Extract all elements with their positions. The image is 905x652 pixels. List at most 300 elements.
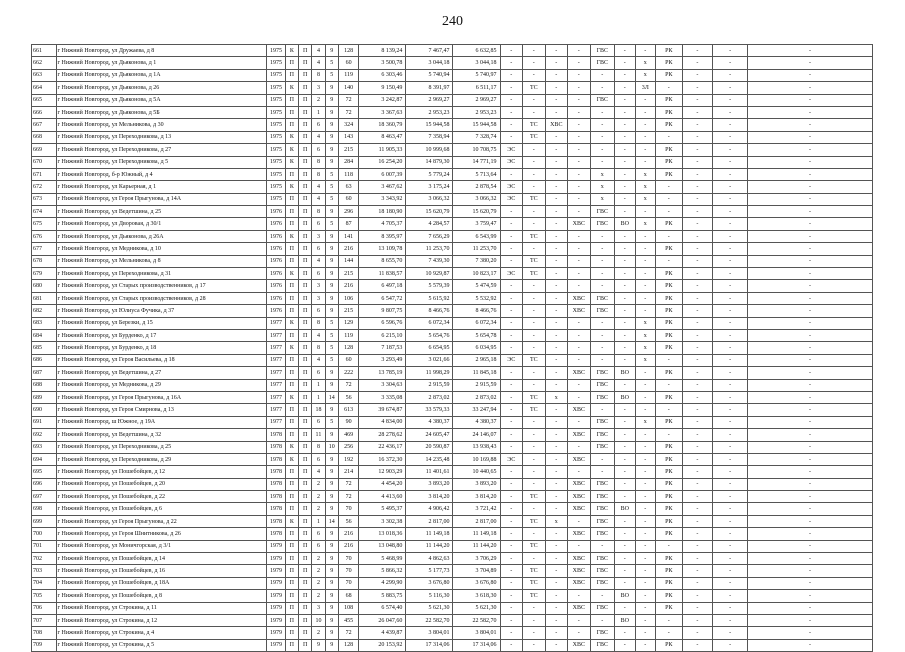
table-row xyxy=(32,168,873,180)
cold-water-cell: ХВС xyxy=(568,367,591,379)
table-row xyxy=(32,94,873,106)
type-cell: П xyxy=(285,255,298,267)
remark-cell: - xyxy=(748,168,873,180)
remark-cell: - xyxy=(748,577,873,589)
remark-cell: - xyxy=(748,218,873,230)
cell-x: - xyxy=(545,553,568,565)
remark-cell: - xyxy=(748,590,873,602)
floors-cell: 6 xyxy=(312,453,325,465)
wall-cell: П xyxy=(299,329,312,341)
cold-water-cell: ХВС xyxy=(568,404,591,416)
living-area-cell: 11 998,29 xyxy=(406,367,453,379)
address-cell: г Нижний Новгород, ул Героя Прыгунова, д 22 xyxy=(56,515,267,527)
roof-cell: РК xyxy=(655,565,682,577)
floors-cell: 2 xyxy=(312,491,325,503)
facade-cell: - xyxy=(682,57,713,69)
type-cell: П xyxy=(285,503,298,515)
basement-cell: - xyxy=(713,367,748,379)
floors-cell: 4 xyxy=(312,193,325,205)
drainage-cell: ВО xyxy=(615,391,635,403)
entrances-cell: 9 xyxy=(325,106,338,118)
cell-x: х xyxy=(545,391,568,403)
row-number-cell: 695 xyxy=(32,466,57,478)
total-area-cell: 16 254,20 xyxy=(359,156,406,168)
address-cell: г Нижний Новгород, ул Дьяконова, д 5А xyxy=(56,94,267,106)
basement-cell: - xyxy=(713,478,748,490)
total-area-cell: 3 302,38 xyxy=(359,515,406,527)
cell-x: - xyxy=(545,156,568,168)
facade-cell: - xyxy=(682,627,713,639)
cell-x: - xyxy=(545,317,568,329)
cell-x: - xyxy=(545,367,568,379)
roof-cell: РК xyxy=(655,453,682,465)
living-area-cell: 5 116,30 xyxy=(406,590,453,602)
floors-cell: 3 xyxy=(312,602,325,614)
type-cell: П xyxy=(285,106,298,118)
living-area-cell: 3 021,66 xyxy=(406,354,453,366)
basement-cell: - xyxy=(713,379,748,391)
remark-cell: - xyxy=(748,503,873,515)
hot-water-cell: ГВС xyxy=(590,57,615,69)
electric-cell: - xyxy=(500,466,523,478)
type-cell: П xyxy=(285,639,298,651)
drainage-cell: - xyxy=(615,515,635,527)
year-cell: 1978 xyxy=(267,453,285,465)
type-cell: П xyxy=(285,305,298,317)
row-number-cell: 665 xyxy=(32,94,57,106)
remark-cell: - xyxy=(748,627,873,639)
apartments-cell: 128 xyxy=(338,639,358,651)
floors-cell: 2 xyxy=(312,627,325,639)
row-number-cell: 682 xyxy=(32,305,57,317)
drainage-cell: - xyxy=(615,156,635,168)
apartments-cell: 192 xyxy=(338,453,358,465)
table-row xyxy=(32,367,873,379)
lift-cell: х xyxy=(635,416,655,428)
cold-water-cell: - xyxy=(568,416,591,428)
entrances-cell: 10 xyxy=(325,441,338,453)
lift-cell: - xyxy=(635,515,655,527)
total-area-cell: 6 303,46 xyxy=(359,69,406,81)
drainage-cell: - xyxy=(615,441,635,453)
row-number-cell: 689 xyxy=(32,391,57,403)
basement-cell: - xyxy=(713,577,748,589)
wall-cell: П xyxy=(299,590,312,602)
year-cell: 1976 xyxy=(267,255,285,267)
cell-x: - xyxy=(545,131,568,143)
apartments-cell: 119 xyxy=(338,69,358,81)
private-area-cell: 6 511,17 xyxy=(453,82,500,94)
electric-cell: - xyxy=(500,305,523,317)
cell-x: - xyxy=(545,466,568,478)
total-area-cell: 11 838,57 xyxy=(359,268,406,280)
year-cell: 1977 xyxy=(267,367,285,379)
wall-cell: П xyxy=(299,540,312,552)
cell-x: - xyxy=(545,342,568,354)
row-number-cell: 690 xyxy=(32,404,57,416)
table-row xyxy=(32,416,873,428)
cell-x: - xyxy=(545,354,568,366)
facade-cell: - xyxy=(682,354,713,366)
address-cell: г Нижний Новгород, ул Медникова, д 10 xyxy=(56,243,267,255)
electric-cell: - xyxy=(500,94,523,106)
electric-cell: - xyxy=(500,627,523,639)
electric-cell: - xyxy=(500,131,523,143)
heating-cell: - xyxy=(523,614,546,626)
table-row xyxy=(32,218,873,230)
entrances-cell: 9 xyxy=(325,367,338,379)
heating-cell: - xyxy=(523,416,546,428)
electric-cell: - xyxy=(500,565,523,577)
hot-water-cell: - xyxy=(590,354,615,366)
entrances-cell: 9 xyxy=(325,280,338,292)
year-cell: 1975 xyxy=(267,181,285,193)
remark-cell: - xyxy=(748,342,873,354)
roof-cell: РК xyxy=(655,478,682,490)
address-cell: г Нижний Новгород, ул Пошебойцев, д 16 xyxy=(56,565,267,577)
table-row xyxy=(32,317,873,329)
floors-cell: 6 xyxy=(312,416,325,428)
apartments-cell: 222 xyxy=(338,367,358,379)
living-area-cell: 5 740,94 xyxy=(406,69,453,81)
remark-cell: - xyxy=(748,230,873,242)
floors-cell: 6 xyxy=(312,218,325,230)
electric-cell: - xyxy=(500,119,523,131)
living-area-cell: 11 401,61 xyxy=(406,466,453,478)
cold-water-cell: - xyxy=(568,156,591,168)
private-area-cell: 6 543,99 xyxy=(453,230,500,242)
year-cell: 1979 xyxy=(267,602,285,614)
type-cell: П xyxy=(285,491,298,503)
row-number-cell: 698 xyxy=(32,503,57,515)
year-cell: 1978 xyxy=(267,503,285,515)
row-number-cell: 666 xyxy=(32,106,57,118)
address-cell: г Нижний Новгород, ул Мельникова, д 30 xyxy=(56,119,267,131)
heating-cell: - xyxy=(523,528,546,540)
cold-water-cell: ХВС xyxy=(568,528,591,540)
roof-cell: - xyxy=(655,230,682,242)
cell-x: - xyxy=(545,45,568,57)
lift-cell: - xyxy=(635,627,655,639)
apartments-cell: 60 xyxy=(338,354,358,366)
apartments-cell: 324 xyxy=(338,119,358,131)
hot-water-cell: ГВС xyxy=(590,292,615,304)
remark-cell: - xyxy=(748,515,873,527)
address-cell: г Нижний Новгород, ул Героя Васильева, д 18 xyxy=(56,354,267,366)
apartments-cell: 108 xyxy=(338,602,358,614)
wall-cell: П xyxy=(299,243,312,255)
drainage-cell: - xyxy=(615,429,635,441)
address-cell: г Нижний Новгород, ул Дьяконова, д 26А xyxy=(56,230,267,242)
private-area-cell: 2 965,18 xyxy=(453,354,500,366)
type-cell: П xyxy=(285,602,298,614)
entrances-cell: 9 xyxy=(325,131,338,143)
year-cell: 1977 xyxy=(267,391,285,403)
row-number-cell: 678 xyxy=(32,255,57,267)
basement-cell: - xyxy=(713,181,748,193)
electric-cell: ЭС xyxy=(500,156,523,168)
living-area-cell: 3 066,32 xyxy=(406,193,453,205)
year-cell: 1979 xyxy=(267,565,285,577)
living-area-cell: 33 579,33 xyxy=(406,404,453,416)
row-number-cell: 696 xyxy=(32,478,57,490)
address-cell: г Нижний Новгород, ул Героя Прыгунова, д 16А xyxy=(56,391,267,403)
roof-cell: РК xyxy=(655,243,682,255)
private-area-cell: 3 044,18 xyxy=(453,57,500,69)
lift-cell: х xyxy=(635,218,655,230)
drainage-cell: - xyxy=(615,379,635,391)
wall-cell: П xyxy=(299,144,312,156)
private-area-cell: 2 915,59 xyxy=(453,379,500,391)
living-area-cell: 11 253,70 xyxy=(406,243,453,255)
hot-water-cell: - xyxy=(590,82,615,94)
facade-cell: - xyxy=(682,329,713,341)
wall-cell: П xyxy=(299,639,312,651)
row-number-cell: 662 xyxy=(32,57,57,69)
living-area-cell: 5 621,30 xyxy=(406,602,453,614)
cold-water-cell: - xyxy=(568,193,591,205)
floors-cell: 9 xyxy=(312,639,325,651)
row-number-cell: 668 xyxy=(32,131,57,143)
table-row xyxy=(32,515,873,527)
remark-cell: - xyxy=(748,441,873,453)
facade-cell: - xyxy=(682,305,713,317)
table-row xyxy=(32,453,873,465)
basement-cell: - xyxy=(713,94,748,106)
electric-cell: ЭС xyxy=(500,453,523,465)
cold-water-cell: - xyxy=(568,627,591,639)
living-area-cell: 4 284,57 xyxy=(406,218,453,230)
hot-water-cell: х xyxy=(590,168,615,180)
living-area-cell: 2 817,00 xyxy=(406,515,453,527)
total-area-cell: 8 395,97 xyxy=(359,230,406,242)
heating-cell: - xyxy=(523,305,546,317)
year-cell: 1977 xyxy=(267,342,285,354)
cell-x: - xyxy=(545,82,568,94)
address-cell: г Нижний Новгород, ул Ведетшина, д 25 xyxy=(56,206,267,218)
drainage-cell: - xyxy=(615,193,635,205)
floors-cell: 8 xyxy=(312,441,325,453)
facade-cell: - xyxy=(682,292,713,304)
lift-cell: - xyxy=(635,391,655,403)
year-cell: 1976 xyxy=(267,305,285,317)
apartments-cell: 63 xyxy=(338,181,358,193)
facade-cell: - xyxy=(682,466,713,478)
private-area-cell: 11 845,18 xyxy=(453,367,500,379)
address-cell: г Нижний Новгород, ул Ведетшина, д 32 xyxy=(56,429,267,441)
lift-cell: - xyxy=(635,590,655,602)
roof-cell: - xyxy=(655,131,682,143)
roof-cell: РК xyxy=(655,144,682,156)
basement-cell: - xyxy=(713,317,748,329)
table-row xyxy=(32,391,873,403)
roof-cell: РК xyxy=(655,491,682,503)
living-area-cell: 6 654,95 xyxy=(406,342,453,354)
entrances-cell: 9 xyxy=(325,119,338,131)
total-area-cell: 12 903,29 xyxy=(359,466,406,478)
floors-cell: 2 xyxy=(312,503,325,515)
hot-water-cell: ГВС xyxy=(590,379,615,391)
entrances-cell: 9 xyxy=(325,590,338,602)
heating-cell: ТС xyxy=(523,540,546,552)
basement-cell: - xyxy=(713,627,748,639)
hot-water-cell: - xyxy=(590,590,615,602)
row-number-cell: 687 xyxy=(32,367,57,379)
cell-x: х xyxy=(545,515,568,527)
address-cell: г Нижний Новгород, ул Героя Прыгунова, д 14А xyxy=(56,193,267,205)
cell-x: - xyxy=(545,181,568,193)
facade-cell: - xyxy=(682,416,713,428)
floors-cell: 4 xyxy=(312,329,325,341)
cold-water-cell: - xyxy=(568,131,591,143)
type-cell: П xyxy=(285,354,298,366)
wall-cell: П xyxy=(299,119,312,131)
facade-cell: - xyxy=(682,45,713,57)
entrances-cell: 9 xyxy=(325,144,338,156)
address-cell: г Нижний Новгород, ул Дьяконова, д 1 xyxy=(56,57,267,69)
remark-cell: - xyxy=(748,391,873,403)
heating-cell: - xyxy=(523,181,546,193)
remark-cell: - xyxy=(748,94,873,106)
year-cell: 1978 xyxy=(267,491,285,503)
lift-cell: - xyxy=(635,119,655,131)
roof-cell: РК xyxy=(655,329,682,341)
private-area-cell: 3 066,32 xyxy=(453,193,500,205)
remark-cell: - xyxy=(748,404,873,416)
drainage-cell: - xyxy=(615,243,635,255)
basement-cell: - xyxy=(713,404,748,416)
facade-cell: - xyxy=(682,540,713,552)
address-cell: г Нижний Новгород, ул Переходникова, д 31 xyxy=(56,268,267,280)
drainage-cell: - xyxy=(615,131,635,143)
type-cell: К xyxy=(285,441,298,453)
private-area-cell: 2 969,27 xyxy=(453,94,500,106)
lift-cell: - xyxy=(635,540,655,552)
lift-cell: - xyxy=(635,144,655,156)
roof-cell: РК xyxy=(655,416,682,428)
heating-cell: - xyxy=(523,317,546,329)
hot-water-cell: ГВС xyxy=(590,528,615,540)
total-area-cell: 3 304,63 xyxy=(359,379,406,391)
remark-cell: - xyxy=(748,57,873,69)
basement-cell: - xyxy=(713,45,748,57)
row-number-cell: 679 xyxy=(32,268,57,280)
apartments-cell: 284 xyxy=(338,156,358,168)
table-row xyxy=(32,478,873,490)
living-area-cell: 11 144,20 xyxy=(406,540,453,552)
private-area-cell: 6 632,85 xyxy=(453,45,500,57)
year-cell: 1975 xyxy=(267,82,285,94)
cell-x: - xyxy=(545,268,568,280)
entrances-cell: 5 xyxy=(325,342,338,354)
drainage-cell: - xyxy=(615,540,635,552)
living-area-cell: 3 814,20 xyxy=(406,491,453,503)
wall-cell: П xyxy=(299,255,312,267)
drainage-cell: - xyxy=(615,528,635,540)
drainage-cell: - xyxy=(615,317,635,329)
total-area-cell: 4 413,60 xyxy=(359,491,406,503)
address-cell: г Нижний Новгород, ул Строкина, д 5 xyxy=(56,639,267,651)
table-row xyxy=(32,565,873,577)
facade-cell: - xyxy=(682,577,713,589)
living-area-cell: 7 656,29 xyxy=(406,230,453,242)
housing-register-table xyxy=(31,44,873,652)
roof-cell: РК xyxy=(655,342,682,354)
address-cell: г Нижний Новгород, ул Строкина, д 11 xyxy=(56,602,267,614)
entrances-cell: 9 xyxy=(325,379,338,391)
type-cell: П xyxy=(285,206,298,218)
facade-cell: - xyxy=(682,503,713,515)
wall-cell: П xyxy=(299,206,312,218)
wall-cell: П xyxy=(299,379,312,391)
address-cell: г Нижний Новгород, ул Моничгорская, д 3/1 xyxy=(56,540,267,552)
floors-cell: 4 xyxy=(312,466,325,478)
facade-cell: - xyxy=(682,144,713,156)
heating-cell: ТС xyxy=(523,268,546,280)
facade-cell: - xyxy=(682,243,713,255)
apartments-cell: 128 xyxy=(338,45,358,57)
total-area-cell: 3 335,08 xyxy=(359,391,406,403)
roof-cell: - xyxy=(655,627,682,639)
roof-cell: - xyxy=(655,354,682,366)
private-area-cell: 11 149,18 xyxy=(453,528,500,540)
cell-x: - xyxy=(545,627,568,639)
hot-water-cell: - xyxy=(590,329,615,341)
row-number-cell: 674 xyxy=(32,206,57,218)
entrances-cell: 5 xyxy=(325,69,338,81)
total-area-cell: 13 109,78 xyxy=(359,243,406,255)
facade-cell: - xyxy=(682,206,713,218)
private-area-cell: 5 654,78 xyxy=(453,329,500,341)
year-cell: 1977 xyxy=(267,379,285,391)
private-area-cell: 4 380,37 xyxy=(453,416,500,428)
wall-cell: П xyxy=(299,528,312,540)
floors-cell: 6 xyxy=(312,540,325,552)
floors-cell: 2 xyxy=(312,590,325,602)
living-area-cell: 4 380,37 xyxy=(406,416,453,428)
apartments-cell: 296 xyxy=(338,206,358,218)
hot-water-cell: ГВС xyxy=(590,565,615,577)
table-row xyxy=(32,69,873,81)
apartments-cell: 70 xyxy=(338,565,358,577)
living-area-cell: 3 676,80 xyxy=(406,577,453,589)
table-row xyxy=(32,466,873,478)
electric-cell: - xyxy=(500,553,523,565)
address-cell: г Нижний Новгород, б-р Южный, д 4 xyxy=(56,168,267,180)
apartments-cell: 455 xyxy=(338,614,358,626)
wall-cell: П xyxy=(299,453,312,465)
type-cell: П xyxy=(285,193,298,205)
table-row xyxy=(32,491,873,503)
cell-x: - xyxy=(545,193,568,205)
remark-cell: - xyxy=(748,614,873,626)
year-cell: 1979 xyxy=(267,540,285,552)
facade-cell: - xyxy=(682,342,713,354)
electric-cell: - xyxy=(500,69,523,81)
lift-cell: - xyxy=(635,268,655,280)
year-cell: 1978 xyxy=(267,528,285,540)
living-area-cell: 8 466,76 xyxy=(406,305,453,317)
remark-cell: - xyxy=(748,379,873,391)
type-cell: П xyxy=(285,218,298,230)
cell-x: ХВС xyxy=(545,119,568,131)
table-row xyxy=(32,255,873,267)
floors-cell: 2 xyxy=(312,478,325,490)
hot-water-cell: ГВС xyxy=(590,577,615,589)
address-cell: г Нижний Новгород, ул Пошебойцев, д 22 xyxy=(56,491,267,503)
address-cell: г Нижний Новгород, ул Пошебойцев, д 6 xyxy=(56,503,267,515)
apartments-cell: 70 xyxy=(338,577,358,589)
